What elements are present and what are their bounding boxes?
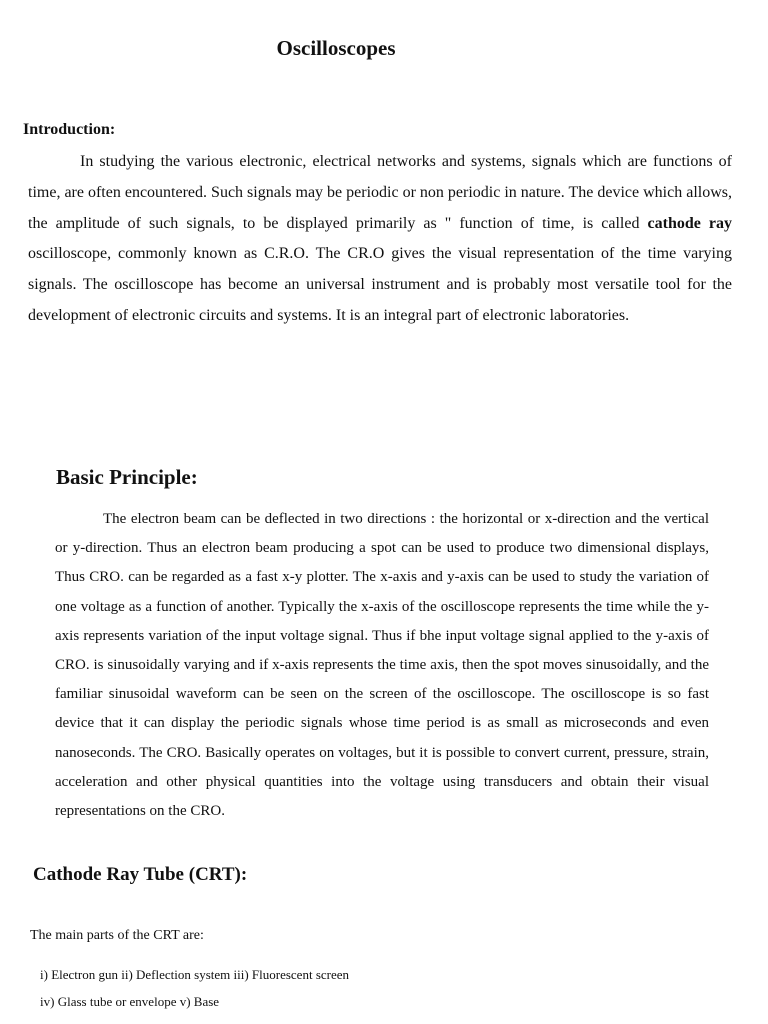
introduction-text-part1: In studying the various electronic, electrical networks and systems, signals which are functions of time, are often encountered. Such signals may be periodic or non periodic in nature. The device which allows, the amplitude of such signals, to be displayed primarily as " function of time, is called	[28, 153, 732, 232]
cathode-ray-bold-term: cathode ray	[647, 214, 732, 232]
crt-parts-line-1: i) Electron gun ii) Deflection system iii) Fluorescent screen	[40, 967, 350, 982]
crt-parts-line-2: iv) Glass tube or envelope v) Base	[40, 994, 220, 1009]
crt-intro-text: The main parts of the CRT are:	[30, 928, 204, 943]
introduction-heading: Introduction:	[23, 121, 116, 138]
introduction-paragraph	[28, 147, 732, 332]
crt-heading: Cathode Ray Tube (CRT):	[33, 864, 248, 885]
page-title: Oscilloscopes	[276, 36, 396, 60]
crt-parts-list	[40, 961, 349, 1015]
basic-principle-paragraph: The electron beam can be deflected in two directions : the horizontal or x-direction and the vertical or y-direction. Thus an electron beam producing a spot can be used to produce two dimensional displays, Thus CRO. can be regarded as a fast x-y plotter. The x-axis and y-axis can be used to study the variation of one voltage as a function of another. Typically the x-axis of the oscilloscope represents the time while the y-axis represents variation of the input voltage signal. Thus if bhe input voltage signal applied to the y-axis of CRO. is sinusoidally varying and if x-axis represents the time axis, then the spot moves sinusoidally, and the familiar sinusoidal waveform can be seen on the screen of the oscilloscope. The oscilloscope is so fast device that it can display the periodic signals whose time period is as small as microseconds and even nanoseconds. The CRO. Basically operates on voltages, but it is possible to convert current, pressure, strain, acceleration and other physical quantities into the voltage using transducers and obtain their visual representations on the CRO.	[55, 511, 709, 820]
introduction-text-part2: oscilloscope, commonly known as C.R.O. The CR.O gives the visual representation of the time varying signals. The oscilloscope has become an universal instrument and is probably most versatile tool for the development of electronic circuits and systems. It is an integral part of electronic laboratories.	[28, 245, 732, 324]
basic-principle-heading: Basic Principle:	[56, 465, 198, 489]
